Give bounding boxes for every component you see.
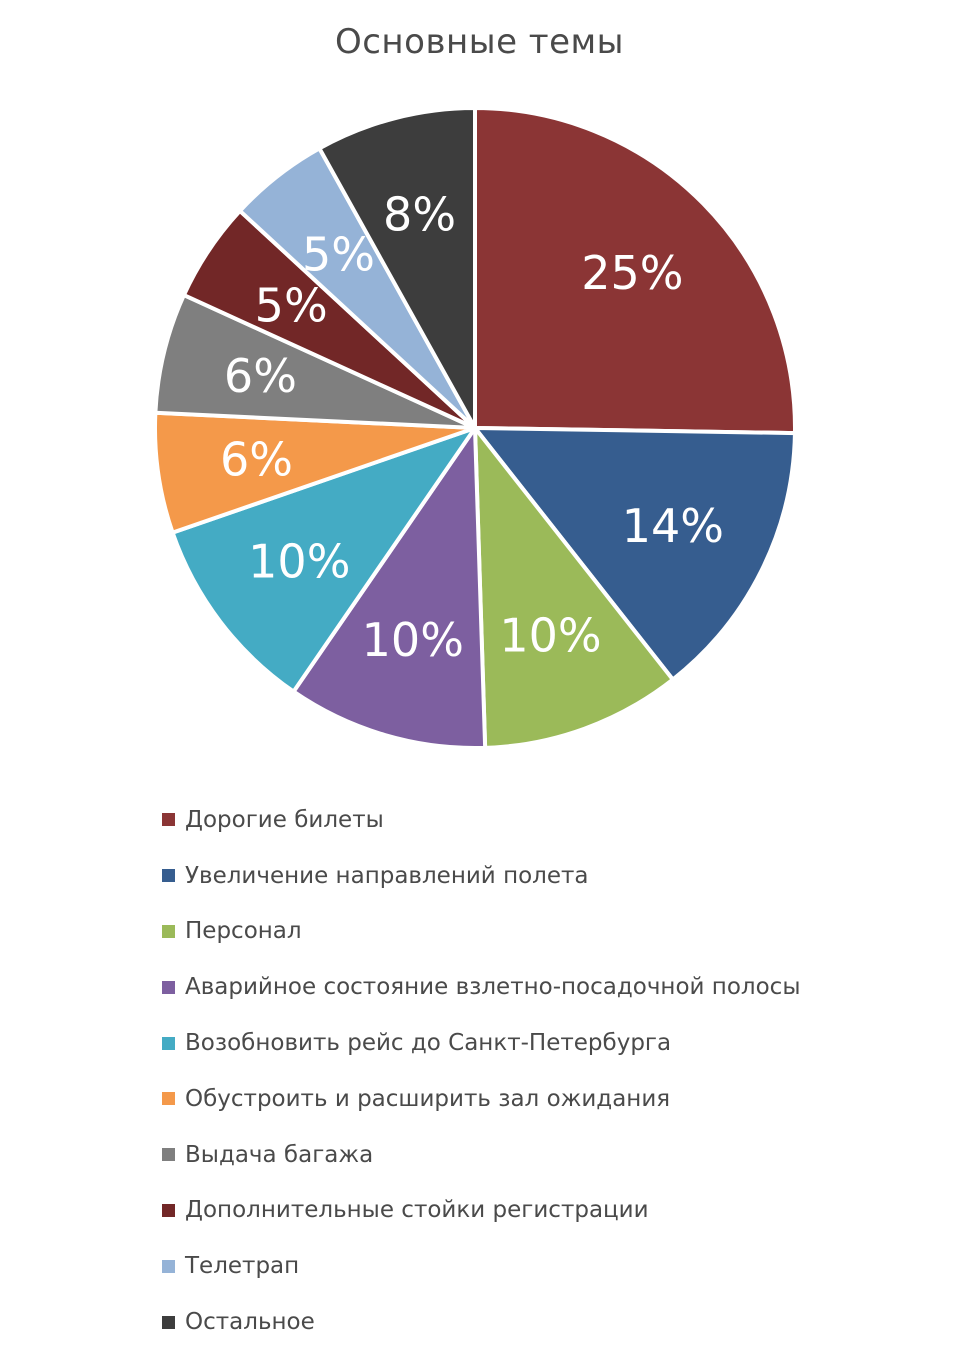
legend-item [162,1294,800,1350]
legend-item [162,1238,800,1294]
legend-item [162,792,800,848]
legend-item [162,1127,800,1183]
legend-label: Увеличение направлений полета [185,862,589,889]
slice-data-label: 8% [383,187,457,242]
slice-data-label: 10% [248,534,351,589]
legend [162,792,800,1350]
slice-data-label: 6% [219,432,293,487]
legend-swatch [162,1148,175,1161]
legend-swatch [162,925,175,938]
legend-label: Аварийное состояние взлетно-посадочной полосы [185,974,801,1001]
legend-label: Возобновить рейс до Санкт-Петербурга [185,1030,672,1057]
slice-data-label: 10% [361,612,464,667]
legend-label: Телетрап [185,1253,300,1280]
legend-label: Персонал [185,918,302,945]
legend-item [162,1015,800,1071]
legend-swatch [162,813,175,826]
slice-data-label: 14% [621,499,724,554]
legend-item [162,1071,800,1127]
legend-label: Выдача багажа [185,1141,374,1168]
chart-title: Основные темы [334,22,625,62]
slice-data-label: 5% [302,227,376,282]
legend-swatch [162,1260,175,1273]
slice-data-label: 10% [499,608,602,663]
legend-item [162,848,800,904]
slice-data-label: 25% [581,246,684,301]
legend-item [162,904,800,960]
legend-swatch [162,1037,175,1050]
legend-swatch [162,1092,175,1105]
legend-label: Дополнительные стойки регистрации [185,1197,649,1224]
slice-data-label: 5% [254,278,328,333]
legend-label: Дорогие билеты [185,806,384,833]
legend-label: Остальное [185,1309,315,1336]
slice-data-label: 6% [223,348,297,403]
legend-swatch [162,1204,175,1217]
legend-swatch [162,869,175,882]
legend-item [162,1183,800,1239]
legend-item [162,959,800,1015]
legend-swatch [162,1316,175,1329]
legend-label: Обустроить и расширить зал ожидания [185,1085,671,1112]
legend-swatch [162,981,175,994]
